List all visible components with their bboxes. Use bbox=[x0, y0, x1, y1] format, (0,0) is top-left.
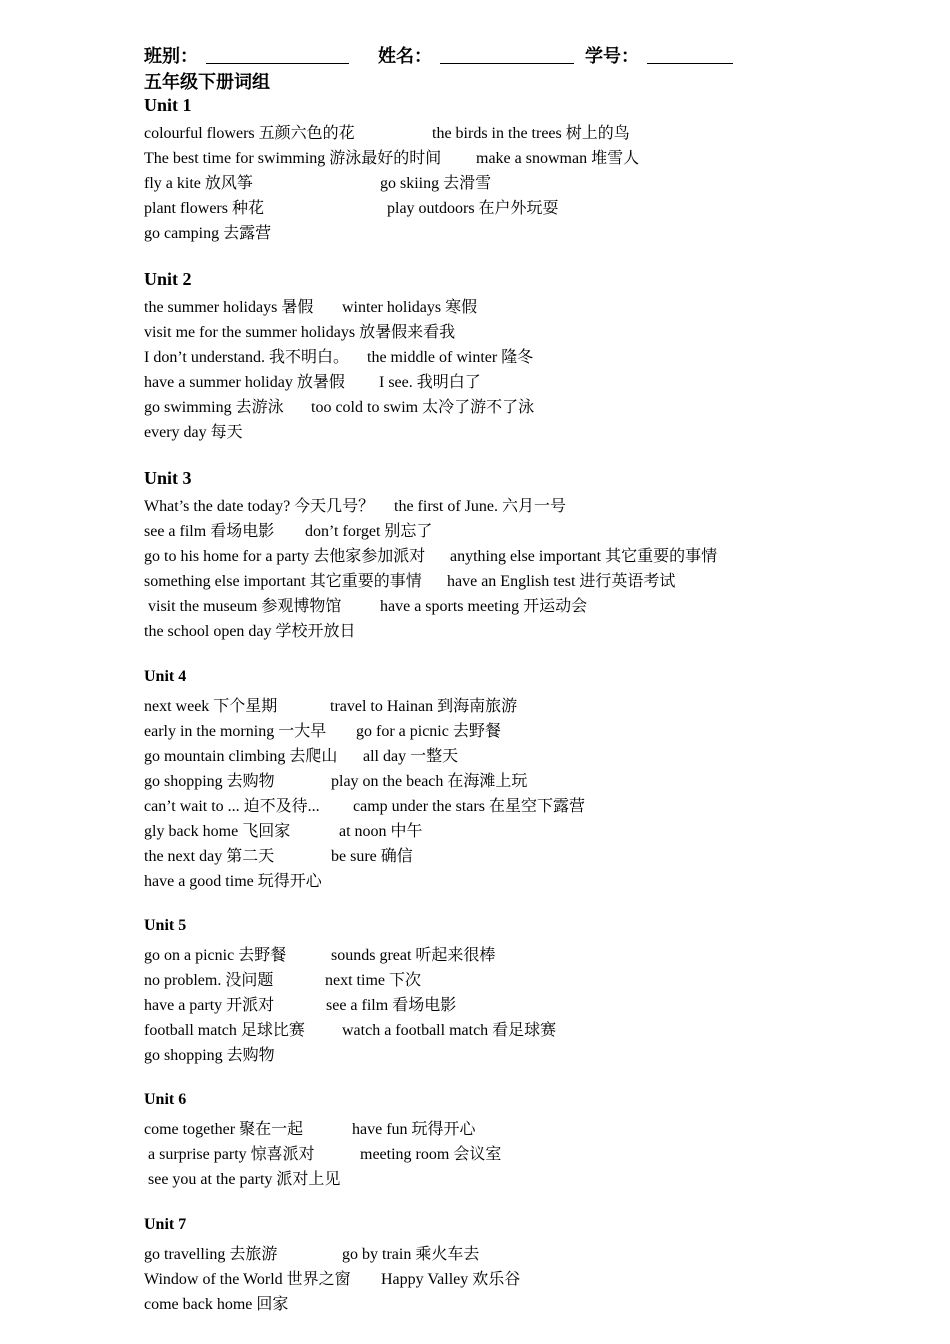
phrase: the first of June. 六月一号 bbox=[394, 498, 566, 515]
phrase: the summer holidays 暑假 bbox=[144, 299, 314, 316]
phrase: colourful flowers 五颜六色的花 bbox=[144, 125, 355, 142]
phrase: travel to Hainan 到海南旅游 bbox=[330, 698, 518, 715]
phrase: no problem. 没问题 bbox=[144, 972, 274, 989]
phrase: come back home 回家 bbox=[144, 1296, 289, 1313]
unit-5-heading: Unit 5 bbox=[144, 917, 187, 934]
phrase: have fun 玩得开心 bbox=[352, 1121, 476, 1138]
phrase: Happy Valley 欢乐谷 bbox=[381, 1271, 521, 1288]
phrase: watch a football match 看足球赛 bbox=[342, 1022, 557, 1039]
phrase: gly back home 飞回家 bbox=[144, 823, 291, 840]
phrase: play outdoors 在户外玩耍 bbox=[387, 200, 559, 217]
phrase: visit me for the summer holidays 放暑假来看我 bbox=[144, 324, 456, 341]
name-blank bbox=[440, 63, 574, 64]
phrase: see a film 看场电影 bbox=[144, 523, 275, 540]
name-label: 姓名： bbox=[378, 46, 432, 66]
phrase: come together 聚在一起 bbox=[144, 1121, 304, 1138]
phrase: go to his home for a party 去他家参加派对 bbox=[144, 548, 426, 565]
phrase: Window of the World 世界之窗 bbox=[144, 1271, 351, 1288]
phrase: early in the morning 一大早 bbox=[144, 723, 327, 740]
phrase: something else important 其它重要的事情 bbox=[144, 573, 422, 590]
phrase: be sure 确信 bbox=[331, 848, 413, 865]
document-title: 五年级下册词组 bbox=[144, 72, 270, 92]
phrase: I see. 我明白了 bbox=[379, 374, 481, 391]
class-label: 班别： bbox=[144, 46, 198, 66]
phrase: go skiing 去滑雪 bbox=[380, 175, 492, 192]
phrase: all day 一整天 bbox=[363, 748, 459, 765]
phrase: the birds in the trees 树上的鸟 bbox=[432, 125, 630, 142]
phrase: the next day 第二天 bbox=[144, 848, 275, 865]
phrase: the middle of winter 隆冬 bbox=[367, 349, 534, 366]
phrase: meeting room 会议室 bbox=[360, 1146, 502, 1163]
phrase: The best time for swimming 游泳最好的时间 bbox=[144, 150, 442, 167]
phrase: visit the museum 参观博物馆 bbox=[148, 598, 342, 615]
phrase: go for a picnic 去野餐 bbox=[356, 723, 501, 740]
phrase: go travelling 去旅游 bbox=[144, 1246, 278, 1263]
phrase: at noon 中午 bbox=[339, 823, 423, 840]
phrase: go swimming 去游泳 bbox=[144, 399, 284, 416]
unit-7-heading: Unit 7 bbox=[144, 1216, 187, 1233]
class-blank bbox=[206, 63, 349, 64]
phrase: anything else important 其它重要的事情 bbox=[450, 548, 718, 565]
phrase: see a film 看场电影 bbox=[326, 997, 457, 1014]
phrase: the school open day 学校开放日 bbox=[144, 623, 356, 640]
phrase: have a summer holiday 放暑假 bbox=[144, 374, 345, 391]
phrase: can’t wait to ... 迫不及待... bbox=[144, 798, 320, 815]
phrase: see you at the party 派对上见 bbox=[148, 1171, 341, 1188]
phrase: go on a picnic 去野餐 bbox=[144, 947, 287, 964]
phrase: plant flowers 种花 bbox=[144, 200, 264, 217]
unit-4-heading: Unit 4 bbox=[144, 668, 187, 685]
phrase: have a party 开派对 bbox=[144, 997, 275, 1014]
phrase: I don’t understand. 我不明白。 bbox=[144, 349, 350, 366]
phrase: make a snowman 堆雪人 bbox=[476, 150, 640, 167]
phrase: winter holidays 寒假 bbox=[342, 299, 478, 316]
phrase: go shopping 去购物 bbox=[144, 1047, 275, 1064]
phrase: football match 足球比赛 bbox=[144, 1022, 305, 1039]
phrase: fly a kite 放风筝 bbox=[144, 175, 253, 192]
student-id-label: 学号： bbox=[585, 46, 639, 66]
phrase: next week 下个星期 bbox=[144, 698, 278, 715]
phrase: every day 每天 bbox=[144, 424, 243, 441]
phrase: too cold to swim 太冷了游不了泳 bbox=[311, 399, 535, 416]
phrase: next time 下次 bbox=[325, 972, 421, 989]
phrase: play on the beach 在海滩上玩 bbox=[331, 773, 528, 790]
phrase: have a good time 玩得开心 bbox=[144, 873, 322, 890]
phrase: don’t forget 别忘了 bbox=[305, 523, 433, 540]
phrase: go shopping 去购物 bbox=[144, 773, 275, 790]
phrase: have a sports meeting 开运动会 bbox=[380, 598, 588, 615]
phrase: go by train 乘火车去 bbox=[342, 1246, 480, 1263]
phrase: a surprise party 惊喜派对 bbox=[148, 1146, 315, 1163]
unit-6-heading: Unit 6 bbox=[144, 1091, 187, 1108]
phrase: have an English test 进行英语考试 bbox=[447, 573, 676, 590]
unit-1-heading: Unit 1 bbox=[144, 95, 192, 115]
phrase: What’s the date today? 今天几号？ bbox=[144, 498, 375, 515]
phrase: go camping 去露营 bbox=[144, 225, 272, 242]
phrase: sounds great 听起来很棒 bbox=[331, 947, 496, 964]
student-id-blank bbox=[647, 63, 733, 64]
unit-3-heading: Unit 3 bbox=[144, 468, 192, 488]
phrase: camp under the stars 在星空下露营 bbox=[353, 798, 585, 815]
phrase: go mountain climbing 去爬山 bbox=[144, 748, 338, 765]
unit-2-heading: Unit 2 bbox=[144, 269, 192, 289]
